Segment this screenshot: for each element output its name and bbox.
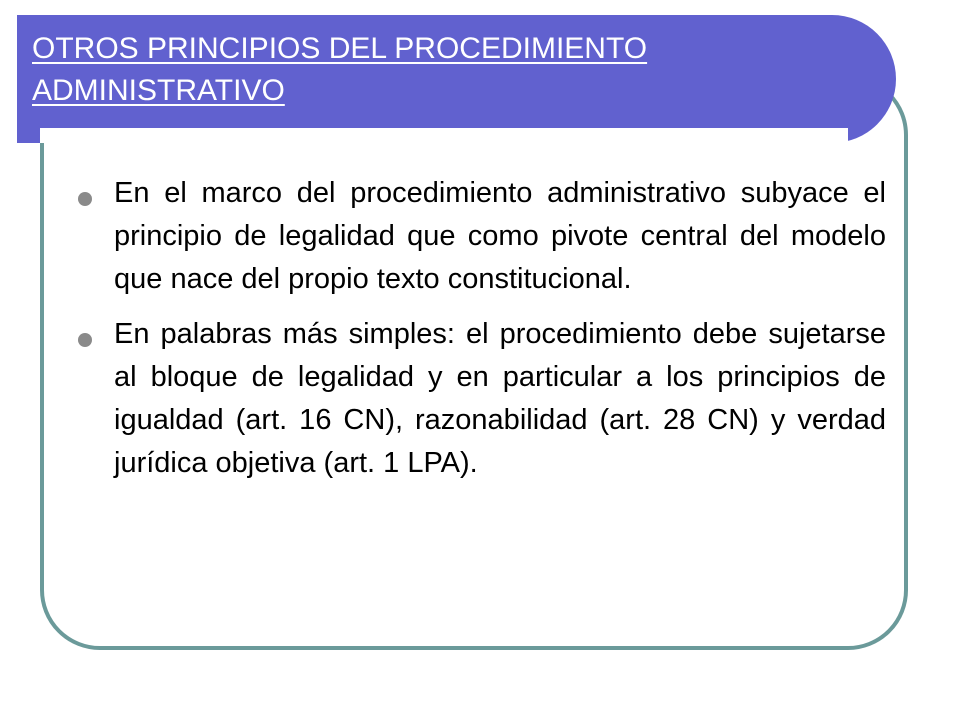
bullet-text: En palabras más simples: el procedimiento debe sujetarse al bloque de legalidad y en particular a los principios de igualdad (art. 16 CN), razonabilidad (art. 28 CN) y verdad jurídica objetiva (art. 1 LPA). (114, 318, 886, 479)
bullet-dot-icon (78, 333, 92, 347)
bullet-dot-icon (78, 192, 92, 206)
slide-title: OTROS PRINCIPIOS DEL PROCEDIMIENTO ADMINISTRATIVO (32, 32, 648, 107)
title-underline-bar (40, 128, 848, 143)
bullet-item (78, 313, 886, 485)
bullet-item (78, 172, 886, 301)
bullet-text: En el marco del procedimiento administrativo subyace el principio de legalidad que como pivote central del modelo que nace del propio texto constitucional. (114, 177, 886, 295)
bullet-list (78, 172, 886, 497)
